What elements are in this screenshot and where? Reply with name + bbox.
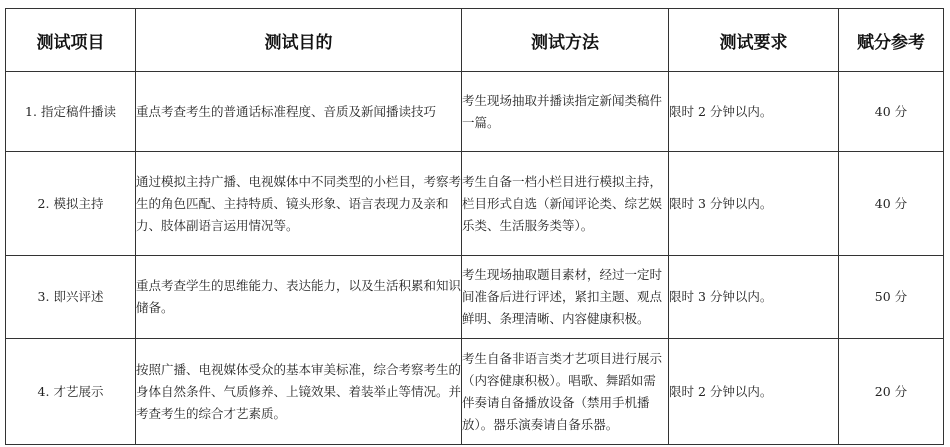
cell-method: 考生自备非语言类才艺项目进行展示（内容健康积极）。唱歌、舞蹈如需伴奏请自备播放设备（禁用手机播放）。器乐演奏请自备乐器。 (462, 339, 669, 445)
cell-item: 1. 指定稿件播读 (6, 72, 136, 152)
cell-requirement: 限时 2 分钟以内。 (669, 339, 839, 445)
header-test-purpose: 测试目的 (136, 9, 462, 72)
cell-requirement: 限时 3 分钟以内。 (669, 152, 839, 256)
table-row (6, 72, 944, 152)
cell-score: 40 分 (839, 152, 944, 256)
cell-score: 50 分 (839, 256, 944, 339)
cell-purpose: 重点考查学生的思维能力、表达能力，以及生活积累和知识储备。 (136, 256, 462, 339)
header-test-requirement: 测试要求 (669, 9, 839, 72)
cell-score: 20 分 (839, 339, 944, 445)
cell-purpose: 通过模拟主持广播、电视媒体中不同类型的小栏目，考察考生的角色匹配、主持特质、镜头形象、语言表现力及亲和力、肢体副语言运用情况等。 (136, 152, 462, 256)
cell-method: 考生现场抽取题目素材，经过一定时间准备后进行评述，紧扣主题、观点鲜明、条理清晰、内容健康积极。 (462, 256, 669, 339)
header-row (6, 9, 944, 72)
cell-score: 40 分 (839, 72, 944, 152)
cell-method: 考生现场抽取并播读指定新闻类稿件一篇。 (462, 72, 669, 152)
table-row (6, 152, 944, 256)
test-requirements-table (5, 8, 944, 445)
header-test-method: 测试方法 (462, 9, 669, 72)
cell-item: 2. 模拟主持 (6, 152, 136, 256)
table-row (6, 256, 944, 339)
header-test-item: 测试项目 (6, 9, 136, 72)
cell-item: 4. 才艺展示 (6, 339, 136, 445)
cell-purpose: 重点考查考生的普通话标准程度、音质及新闻播读技巧 (136, 72, 462, 152)
cell-purpose: 按照广播、电视媒体受众的基本审美标准，综合考察考生的身体自然条件、气质修养、上镜效果、着装举止等情况。并考查考生的综合才艺素质。 (136, 339, 462, 445)
cell-method: 考生自备一档小栏目进行模拟主持，栏目形式自选（新闻评论类、综艺娱乐类、生活服务类等）。 (462, 152, 669, 256)
header-score-reference: 赋分参考 (839, 9, 944, 72)
cell-requirement: 限时 2 分钟以内。 (669, 72, 839, 152)
cell-item: 3. 即兴评述 (6, 256, 136, 339)
cell-requirement: 限时 3 分钟以内。 (669, 256, 839, 339)
table-row (6, 339, 944, 445)
